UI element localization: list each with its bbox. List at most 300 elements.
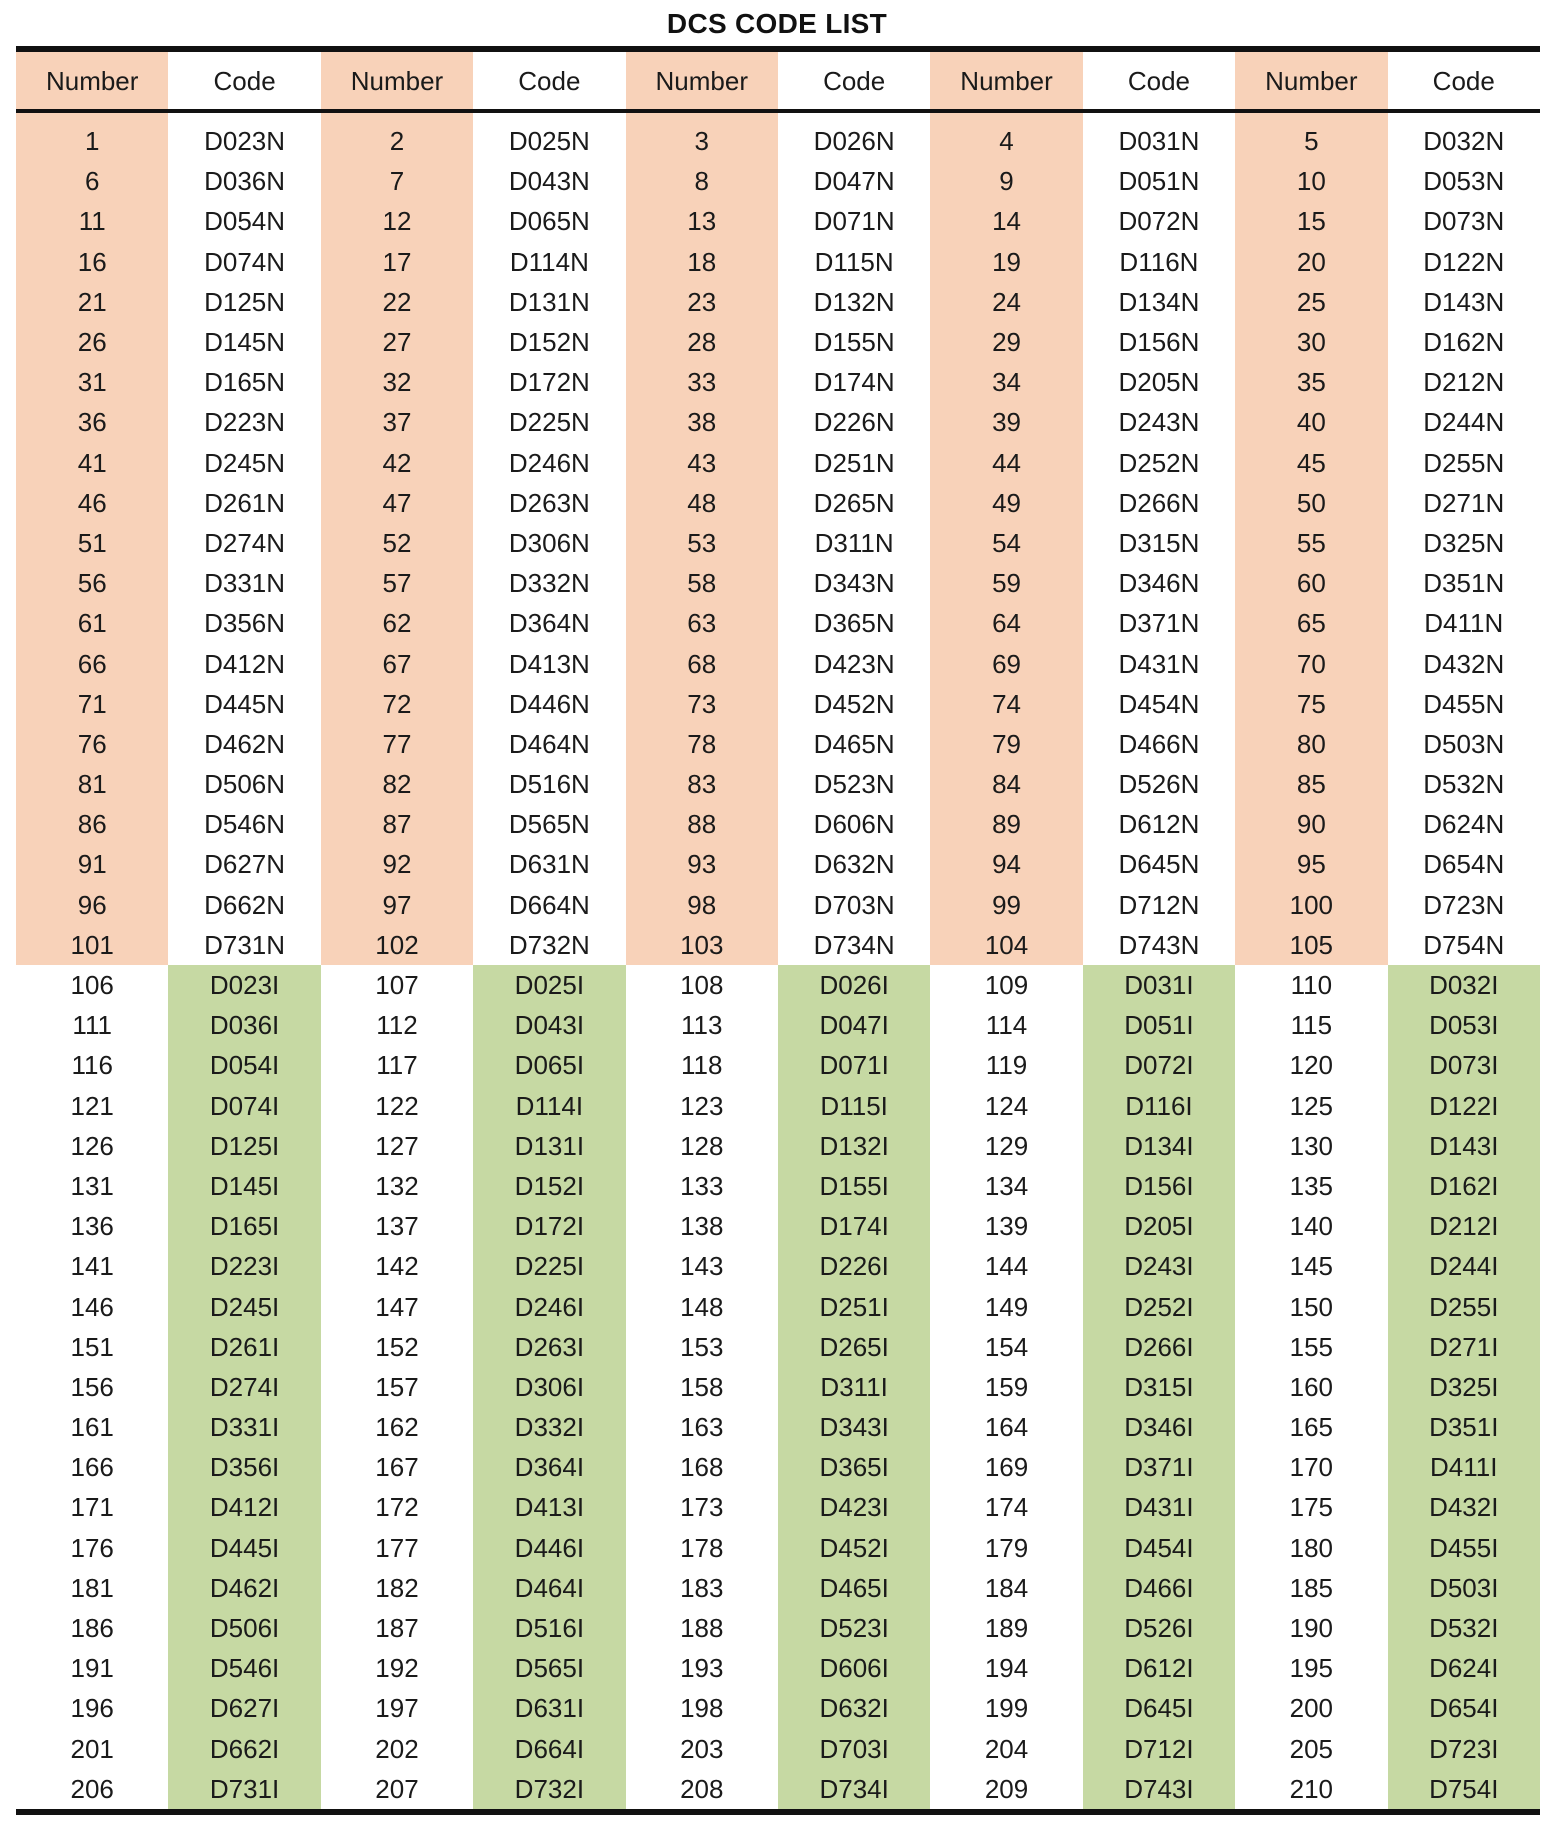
code-cell: D311N xyxy=(778,523,930,563)
code-cell: D662N xyxy=(168,885,320,925)
number-cell: 154 xyxy=(930,1327,1082,1367)
code-cell: D225N xyxy=(473,402,625,442)
code-cell: D246I xyxy=(473,1286,625,1326)
number-cell: 132 xyxy=(321,1166,473,1206)
number-cell: 75 xyxy=(1235,684,1387,724)
code-cell: D071N xyxy=(778,201,930,241)
code-cell: D331N xyxy=(168,563,320,603)
number-cell: 176 xyxy=(16,1528,168,1568)
number-cell: 8 xyxy=(626,161,778,201)
number-cell: 110 xyxy=(1235,965,1387,1005)
number-cell: 107 xyxy=(321,965,473,1005)
code-cell: D073N xyxy=(1388,201,1540,241)
number-cell: 14 xyxy=(930,201,1082,241)
number-cell: 90 xyxy=(1235,804,1387,844)
header-number: Number xyxy=(1235,49,1387,111)
code-cell: D466N xyxy=(1083,724,1235,764)
number-cell: 186 xyxy=(16,1608,168,1648)
number-cell: 172 xyxy=(321,1487,473,1527)
code-cell: D743I xyxy=(1083,1769,1235,1812)
code-cell: D174N xyxy=(778,362,930,402)
code-cell: D315I xyxy=(1083,1367,1235,1407)
code-cell: D226N xyxy=(778,402,930,442)
number-cell: 12 xyxy=(321,201,473,241)
number-cell: 27 xyxy=(321,322,473,362)
number-cell: 76 xyxy=(16,724,168,764)
code-cell: D506N xyxy=(168,764,320,804)
table-row xyxy=(16,523,1540,563)
number-cell: 57 xyxy=(321,563,473,603)
code-cell: D174I xyxy=(778,1206,930,1246)
number-cell: 201 xyxy=(16,1729,168,1769)
code-cell: D565N xyxy=(473,804,625,844)
table-row xyxy=(16,1086,1540,1126)
code-cell: D332I xyxy=(473,1407,625,1447)
number-cell: 127 xyxy=(321,1126,473,1166)
number-cell: 60 xyxy=(1235,563,1387,603)
number-cell: 48 xyxy=(626,483,778,523)
number-cell: 129 xyxy=(930,1126,1082,1166)
header-number: Number xyxy=(930,49,1082,111)
table-row xyxy=(16,1246,1540,1286)
code-cell: D516N xyxy=(473,764,625,804)
code-cell: D266N xyxy=(1083,483,1235,523)
code-cell: D466I xyxy=(1083,1568,1235,1608)
number-cell: 133 xyxy=(626,1166,778,1206)
table-row xyxy=(16,161,1540,201)
number-cell: 184 xyxy=(930,1568,1082,1608)
header-code: Code xyxy=(778,49,930,111)
code-cell: D043I xyxy=(473,1005,625,1045)
code-cell: D445I xyxy=(168,1528,320,1568)
number-cell: 113 xyxy=(626,1005,778,1045)
code-cell: D631I xyxy=(473,1688,625,1728)
number-cell: 162 xyxy=(321,1407,473,1447)
code-cell: D261I xyxy=(168,1327,320,1367)
number-cell: 177 xyxy=(321,1528,473,1568)
number-cell: 130 xyxy=(1235,1126,1387,1166)
code-cell: D351N xyxy=(1388,563,1540,603)
table-row xyxy=(16,1126,1540,1166)
code-cell: D445N xyxy=(168,684,320,724)
code-cell: D212I xyxy=(1388,1206,1540,1246)
code-cell: D274N xyxy=(168,523,320,563)
code-cell: D627I xyxy=(168,1688,320,1728)
number-cell: 22 xyxy=(321,282,473,322)
number-cell: 161 xyxy=(16,1407,168,1447)
number-cell: 158 xyxy=(626,1367,778,1407)
number-cell: 144 xyxy=(930,1246,1082,1286)
number-cell: 193 xyxy=(626,1648,778,1688)
number-cell: 10 xyxy=(1235,161,1387,201)
code-cell: D712N xyxy=(1083,885,1235,925)
number-cell: 101 xyxy=(16,925,168,965)
number-cell: 197 xyxy=(321,1688,473,1728)
number-cell: 174 xyxy=(930,1487,1082,1527)
code-cell: D265I xyxy=(778,1327,930,1367)
table-row xyxy=(16,925,1540,965)
number-cell: 183 xyxy=(626,1568,778,1608)
code-cell: D205N xyxy=(1083,362,1235,402)
code-cell: D446N xyxy=(473,684,625,724)
code-cell: D031I xyxy=(1083,965,1235,1005)
code-cell: D503N xyxy=(1388,724,1540,764)
code-cell: D532N xyxy=(1388,764,1540,804)
code-cell: D212N xyxy=(1388,362,1540,402)
code-cell: D116N xyxy=(1083,242,1235,282)
code-cell: D047N xyxy=(778,161,930,201)
dcs-code-table xyxy=(16,46,1540,1815)
number-cell: 56 xyxy=(16,563,168,603)
number-cell: 103 xyxy=(626,925,778,965)
code-cell: D371N xyxy=(1083,603,1235,643)
code-cell: D624I xyxy=(1388,1648,1540,1688)
table-row xyxy=(16,1528,1540,1568)
page-title: DCS CODE LIST xyxy=(666,8,888,39)
number-cell: 21 xyxy=(16,282,168,322)
number-cell: 73 xyxy=(626,684,778,724)
number-cell: 200 xyxy=(1235,1688,1387,1728)
code-cell: D412I xyxy=(168,1487,320,1527)
code-cell: D631N xyxy=(473,844,625,884)
table-row xyxy=(16,322,1540,362)
table-row xyxy=(16,965,1540,1005)
code-cell: D464I xyxy=(473,1568,625,1608)
number-cell: 30 xyxy=(1235,322,1387,362)
table-row xyxy=(16,1688,1540,1728)
number-cell: 116 xyxy=(16,1045,168,1085)
number-cell: 2 xyxy=(321,121,473,161)
number-cell: 138 xyxy=(626,1206,778,1246)
table-row xyxy=(16,603,1540,643)
table-row xyxy=(16,242,1540,282)
code-cell: D664N xyxy=(473,885,625,925)
code-cell: D356N xyxy=(168,603,320,643)
code-cell: D134N xyxy=(1083,282,1235,322)
number-cell: 198 xyxy=(626,1688,778,1728)
number-cell: 81 xyxy=(16,764,168,804)
number-cell: 89 xyxy=(930,804,1082,844)
number-cell: 5 xyxy=(1235,121,1387,161)
code-cell: D072N xyxy=(1083,201,1235,241)
table-row xyxy=(16,1005,1540,1045)
code-cell: D244N xyxy=(1388,402,1540,442)
code-cell: D023I xyxy=(168,965,320,1005)
code-cell: D245N xyxy=(168,443,320,483)
number-cell: 111 xyxy=(16,1005,168,1045)
number-cell: 134 xyxy=(930,1166,1082,1206)
code-cell: D032N xyxy=(1388,121,1540,161)
number-cell: 55 xyxy=(1235,523,1387,563)
code-cell: D734I xyxy=(778,1769,930,1812)
code-cell: D143N xyxy=(1388,282,1540,322)
table-row xyxy=(16,1769,1540,1812)
number-cell: 74 xyxy=(930,684,1082,724)
code-cell: D125I xyxy=(168,1126,320,1166)
number-cell: 179 xyxy=(930,1528,1082,1568)
code-cell: D263N xyxy=(473,483,625,523)
code-cell: D131I xyxy=(473,1126,625,1166)
code-cell: D026I xyxy=(778,965,930,1005)
code-cell: D165N xyxy=(168,362,320,402)
number-cell: 142 xyxy=(321,1246,473,1286)
code-cell: D132N xyxy=(778,282,930,322)
table-row xyxy=(16,443,1540,483)
number-cell: 157 xyxy=(321,1367,473,1407)
number-cell: 163 xyxy=(626,1407,778,1447)
code-cell: D271I xyxy=(1388,1327,1540,1367)
code-cell: D516I xyxy=(473,1608,625,1648)
code-cell: D072I xyxy=(1083,1045,1235,1085)
number-cell: 205 xyxy=(1235,1729,1387,1769)
code-cell: D131N xyxy=(473,282,625,322)
code-cell: D462I xyxy=(168,1568,320,1608)
number-cell: 64 xyxy=(930,603,1082,643)
number-cell: 171 xyxy=(16,1487,168,1527)
code-cell: D032I xyxy=(1388,965,1540,1005)
code-cell: D172I xyxy=(473,1206,625,1246)
code-cell: D074I xyxy=(168,1086,320,1126)
table-row xyxy=(16,121,1540,161)
code-cell: D526I xyxy=(1083,1608,1235,1648)
number-cell: 46 xyxy=(16,483,168,523)
number-cell: 7 xyxy=(321,161,473,201)
code-cell: D565I xyxy=(473,1648,625,1688)
code-cell: D205I xyxy=(1083,1206,1235,1246)
number-cell: 170 xyxy=(1235,1447,1387,1487)
number-cell: 11 xyxy=(16,201,168,241)
number-cell: 166 xyxy=(16,1447,168,1487)
number-cell: 194 xyxy=(930,1648,1082,1688)
code-cell: D632N xyxy=(778,844,930,884)
code-cell: D532I xyxy=(1388,1608,1540,1648)
number-cell: 41 xyxy=(16,443,168,483)
code-cell: D343I xyxy=(778,1407,930,1447)
number-cell: 188 xyxy=(626,1608,778,1648)
number-cell: 131 xyxy=(16,1166,168,1206)
number-cell: 45 xyxy=(1235,443,1387,483)
number-cell: 16 xyxy=(16,242,168,282)
code-cell: D114N xyxy=(473,242,625,282)
code-cell: D624N xyxy=(1388,804,1540,844)
number-cell: 206 xyxy=(16,1769,168,1812)
code-cell: D065N xyxy=(473,201,625,241)
code-cell: D155I xyxy=(778,1166,930,1206)
code-cell: D134I xyxy=(1083,1126,1235,1166)
number-cell: 180 xyxy=(1235,1528,1387,1568)
number-cell: 94 xyxy=(930,844,1082,884)
table-row xyxy=(16,764,1540,804)
code-cell: D026N xyxy=(778,121,930,161)
code-cell: D371I xyxy=(1083,1447,1235,1487)
code-cell: D723I xyxy=(1388,1729,1540,1769)
code-cell: D143I xyxy=(1388,1126,1540,1166)
number-cell: 86 xyxy=(16,804,168,844)
number-cell: 106 xyxy=(16,965,168,1005)
code-cell: D266I xyxy=(1083,1327,1235,1367)
code-cell: D364N xyxy=(473,603,625,643)
number-cell: 68 xyxy=(626,643,778,683)
code-cell: D145N xyxy=(168,322,320,362)
code-cell: D332N xyxy=(473,563,625,603)
number-cell: 146 xyxy=(16,1286,168,1326)
code-cell: D255N xyxy=(1388,443,1540,483)
number-cell: 83 xyxy=(626,764,778,804)
number-cell: 40 xyxy=(1235,402,1387,442)
number-cell: 59 xyxy=(930,563,1082,603)
table-row xyxy=(16,201,1540,241)
code-cell: D025N xyxy=(473,121,625,161)
number-cell: 31 xyxy=(16,362,168,402)
code-cell: D116I xyxy=(1083,1086,1235,1126)
number-cell: 175 xyxy=(1235,1487,1387,1527)
number-cell: 63 xyxy=(626,603,778,643)
table-row xyxy=(16,1327,1540,1367)
number-cell: 195 xyxy=(1235,1648,1387,1688)
number-cell: 47 xyxy=(321,483,473,523)
number-cell: 54 xyxy=(930,523,1082,563)
number-cell: 28 xyxy=(626,322,778,362)
code-cell: D156N xyxy=(1083,322,1235,362)
number-cell: 173 xyxy=(626,1487,778,1527)
number-cell: 122 xyxy=(321,1086,473,1126)
code-cell: D053N xyxy=(1388,161,1540,201)
number-cell: 18 xyxy=(626,242,778,282)
number-cell: 98 xyxy=(626,885,778,925)
number-cell: 72 xyxy=(321,684,473,724)
number-cell: 117 xyxy=(321,1045,473,1085)
number-cell: 164 xyxy=(930,1407,1082,1447)
code-cell: D152N xyxy=(473,322,625,362)
number-cell: 119 xyxy=(930,1045,1082,1085)
code-cell: D132I xyxy=(778,1126,930,1166)
code-cell: D464N xyxy=(473,724,625,764)
code-cell: D162I xyxy=(1388,1166,1540,1206)
table-row xyxy=(16,1166,1540,1206)
number-cell: 50 xyxy=(1235,483,1387,523)
code-cell: D252N xyxy=(1083,443,1235,483)
header-code: Code xyxy=(1388,49,1540,111)
number-cell: 123 xyxy=(626,1086,778,1126)
code-cell: D071I xyxy=(778,1045,930,1085)
code-cell: D645N xyxy=(1083,844,1235,884)
number-cell: 189 xyxy=(930,1608,1082,1648)
number-cell: 80 xyxy=(1235,724,1387,764)
code-cell: D243N xyxy=(1083,402,1235,442)
code-cell: D223I xyxy=(168,1246,320,1286)
code-cell: D546N xyxy=(168,804,320,844)
number-cell: 148 xyxy=(626,1286,778,1326)
number-cell: 3 xyxy=(626,121,778,161)
number-cell: 70 xyxy=(1235,643,1387,683)
number-cell: 65 xyxy=(1235,603,1387,643)
code-cell: D703N xyxy=(778,885,930,925)
code-cell: D454N xyxy=(1083,684,1235,724)
number-cell: 141 xyxy=(16,1246,168,1286)
number-cell: 109 xyxy=(930,965,1082,1005)
code-cell: D036N xyxy=(168,161,320,201)
code-cell: D245I xyxy=(168,1286,320,1326)
code-cell: D423I xyxy=(778,1487,930,1527)
number-cell: 104 xyxy=(930,925,1082,965)
number-cell: 167 xyxy=(321,1447,473,1487)
code-cell: D606I xyxy=(778,1648,930,1688)
table-row xyxy=(16,885,1540,925)
table-row xyxy=(16,1447,1540,1487)
number-cell: 190 xyxy=(1235,1608,1387,1648)
code-cell: D732I xyxy=(473,1769,625,1812)
number-cell: 151 xyxy=(16,1327,168,1367)
number-cell: 210 xyxy=(1235,1769,1387,1812)
code-cell: D225I xyxy=(473,1246,625,1286)
number-cell: 168 xyxy=(626,1447,778,1487)
number-cell: 37 xyxy=(321,402,473,442)
code-cell: D155N xyxy=(778,322,930,362)
code-cell: D054I xyxy=(168,1045,320,1085)
number-cell: 169 xyxy=(930,1447,1082,1487)
code-cell: D165I xyxy=(168,1206,320,1246)
number-cell: 208 xyxy=(626,1769,778,1812)
number-cell: 26 xyxy=(16,322,168,362)
number-cell: 126 xyxy=(16,1126,168,1166)
header-number: Number xyxy=(626,49,778,111)
code-cell: D703I xyxy=(778,1729,930,1769)
code-cell: D654N xyxy=(1388,844,1540,884)
code-cell: D465N xyxy=(778,724,930,764)
code-cell: D051N xyxy=(1083,161,1235,201)
number-cell: 185 xyxy=(1235,1568,1387,1608)
code-cell: D115N xyxy=(778,242,930,282)
number-cell: 165 xyxy=(1235,1407,1387,1447)
number-cell: 24 xyxy=(930,282,1082,322)
number-cell: 39 xyxy=(930,402,1082,442)
code-cell: D265N xyxy=(778,483,930,523)
table-row xyxy=(16,684,1540,724)
code-cell: D523N xyxy=(778,764,930,804)
table-row xyxy=(16,724,1540,764)
number-cell: 108 xyxy=(626,965,778,1005)
code-cell: D047I xyxy=(778,1005,930,1045)
number-cell: 150 xyxy=(1235,1286,1387,1326)
number-cell: 152 xyxy=(321,1327,473,1367)
code-cell: D325I xyxy=(1388,1367,1540,1407)
code-cell: D712I xyxy=(1083,1729,1235,1769)
code-cell: D455N xyxy=(1388,684,1540,724)
number-cell: 105 xyxy=(1235,925,1387,965)
code-cell: D523I xyxy=(778,1608,930,1648)
number-cell: 121 xyxy=(16,1086,168,1126)
number-cell: 6 xyxy=(16,161,168,201)
number-cell: 79 xyxy=(930,724,1082,764)
number-cell: 191 xyxy=(16,1648,168,1688)
code-cell: D754I xyxy=(1388,1769,1540,1812)
number-cell: 88 xyxy=(626,804,778,844)
table-row xyxy=(16,1045,1540,1085)
table-row xyxy=(16,563,1540,603)
number-cell: 29 xyxy=(930,322,1082,362)
code-cell: D261N xyxy=(168,483,320,523)
number-cell: 192 xyxy=(321,1648,473,1688)
number-cell: 202 xyxy=(321,1729,473,1769)
code-cell: D223N xyxy=(168,402,320,442)
code-cell: D036I xyxy=(168,1005,320,1045)
number-cell: 95 xyxy=(1235,844,1387,884)
code-cell: D664I xyxy=(473,1729,625,1769)
code-cell: D455I xyxy=(1388,1528,1540,1568)
number-cell: 20 xyxy=(1235,242,1387,282)
number-cell: 207 xyxy=(321,1769,473,1812)
number-cell: 87 xyxy=(321,804,473,844)
